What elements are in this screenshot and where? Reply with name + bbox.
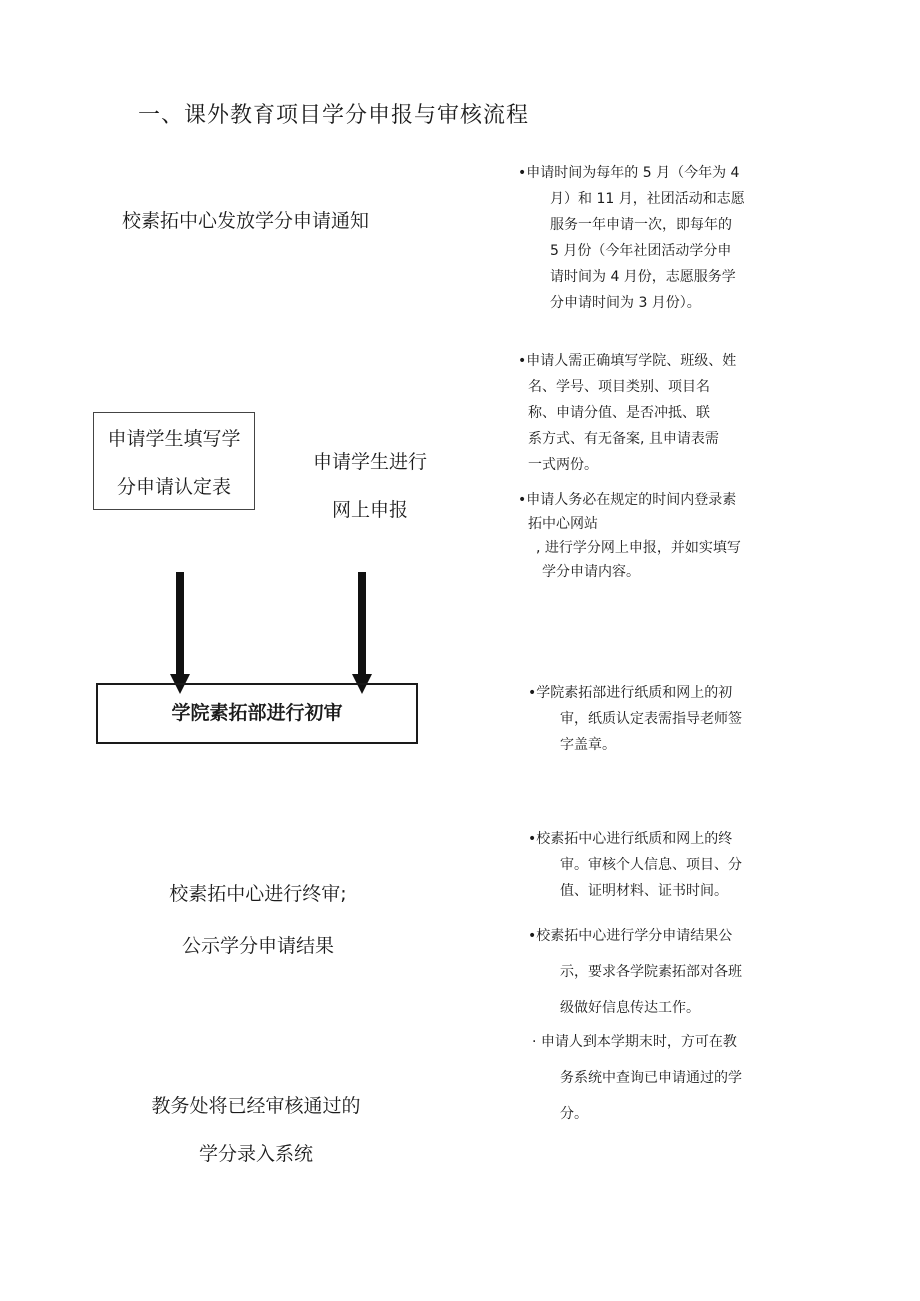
note-line: 字盖章。 [560,737,616,753]
note-line: 5 月份（今年社团活动学分申 [550,243,732,259]
step-fill-form-box [93,412,255,510]
note-line: 系方式、有无备案, 且申请表需 [528,431,719,447]
step-final-review-line-2: 公示学分申请结果 [181,935,334,957]
step-online-report-line-2: 网上申报 [331,499,408,521]
note-query-credits [532,1024,742,1132]
note-line: 学分申请内容。 [542,564,640,580]
note-online-report [518,488,741,584]
step-notice: 校素拓中心发放学分申请通知 [122,210,370,232]
note-line: •校素拓中心进行学分申请结果公 [528,928,733,944]
note-line: •申请人需正确填写学院、班级、姓 [518,353,737,369]
note-line: 分。 [560,1106,588,1122]
note-line: 请时间为 4 月份，志愿服务学 [550,269,736,285]
step-final-review [128,868,388,972]
note-line: · 申请人到本学期末时，方可在教 [532,1034,737,1050]
note-line: 月）和 11 月，社团活动和志愿 [550,191,745,207]
note-line: , 进行学分网上申报，并如实填写 [536,540,741,556]
step-record-line-1: 教务处将已经审核通过的 [151,1095,361,1117]
note-line: 分申请时间为 3 月份）。 [550,295,701,311]
note-application-time [518,160,745,316]
step-final-review-line-1: 校素拓中心进行终审; [169,883,347,905]
note-final-review [528,826,742,904]
note-line: 值、证明材料、证书时间。 [560,883,728,899]
note-line: 审。审核个人信息、项目、分 [560,857,742,873]
arrow-down-right [342,572,382,696]
note-line: 示，要求各学院素拓部对各班 [560,964,742,980]
note-line: •申请时间为每年的 5 月（今年为 4 [518,165,740,181]
step-fill-form-line-2: 分申请认定表 [116,476,231,498]
note-line: 一式两份。 [528,457,598,473]
note-line: 称、申请分值、是否冲抵、联 [528,405,710,421]
note-result-publicity [528,918,742,1026]
note-line: •学院素拓部进行纸质和网上的初 [528,685,733,701]
note-line: •校素拓中心进行纸质和网上的终 [528,831,733,847]
note-line: •申请人务必在规定的时间内登录素 [518,492,737,508]
page-title: 一、课外教育项目学分申报与审核流程 [138,103,530,128]
note-line: 拓中心网站 [528,516,598,532]
step-fill-form-line-1: 申请学生填写学 [107,428,241,450]
step-online-report [300,438,440,534]
note-line: 服务一年申请一次，即每年的 [550,217,732,233]
step-record-line-2: 学分录入系统 [198,1143,313,1165]
note-line: 审，纸质认定表需指导老师签 [560,711,742,727]
note-line: 名、学号、项目类别、项目名 [528,379,710,395]
note-line: 级做好信息传达工作。 [560,1000,700,1016]
step-college-review-box [96,683,418,744]
step-record [118,1082,394,1178]
note-form-fields [518,348,736,478]
step-college-review: 学院素拓部进行初审 [171,702,343,724]
step-online-report-line-1: 申请学生进行 [312,451,427,473]
arrow-down-left [160,572,200,696]
note-line: 务系统中查询已申请通过的学 [560,1070,742,1086]
note-college-review [528,680,742,758]
